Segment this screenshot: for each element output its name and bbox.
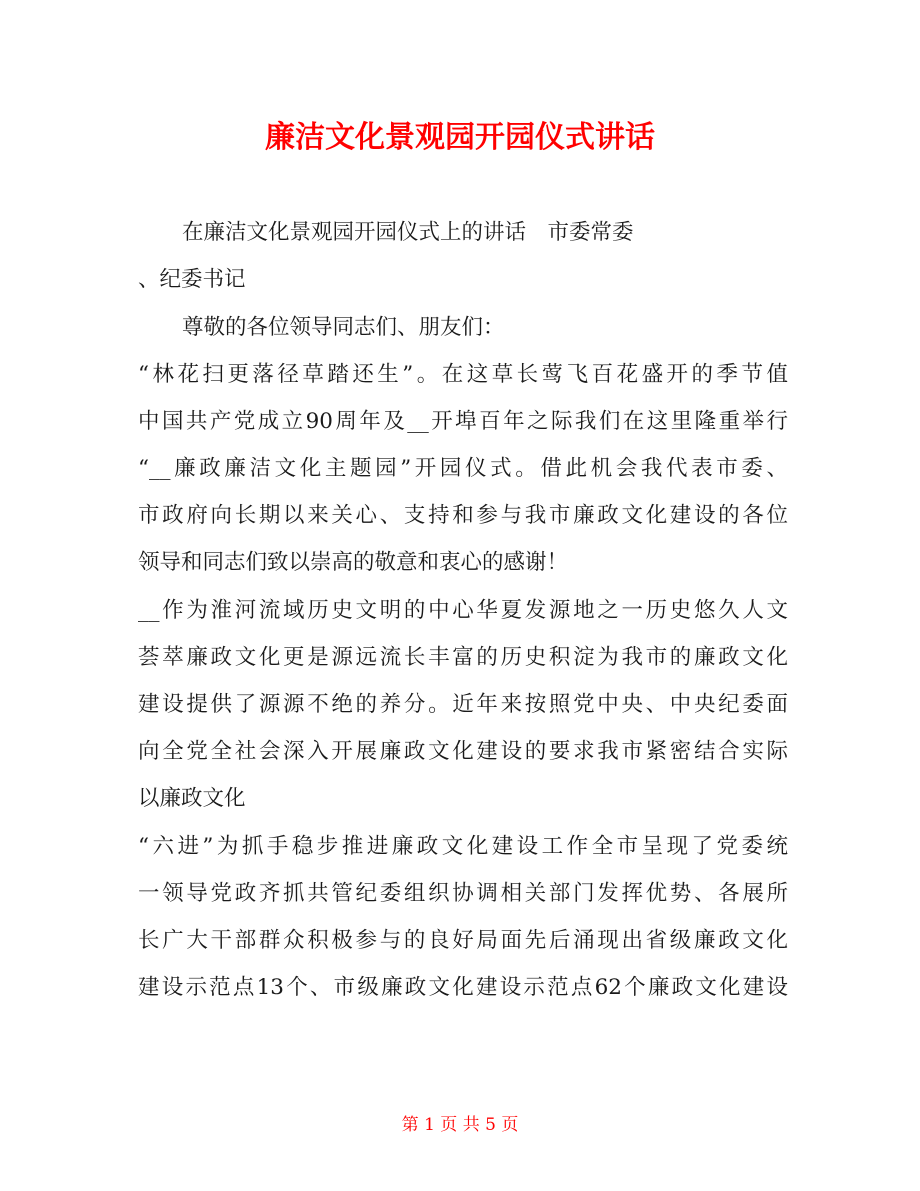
text-line: 在廉洁文化景观园开园仪式上的讲话 市委常委: [182, 220, 634, 245]
text-line: 以廉政文化: [138, 786, 246, 811]
text-line: 、纪委书记: [138, 267, 246, 292]
text-line: “六进”为抓手稳步推进廉政文化建设工作全市呈现了党委统: [138, 834, 788, 859]
text-line: 领导和同志们致以崇高的敬意和衷心的感谢！: [138, 550, 569, 575]
text-line: “林花扫更落径草踏还生”。在这草长莺飞百花盛开的季节值: [138, 362, 788, 387]
text-line: 建设提供了源源不绝的养分。近年来按照党中央、中央纪委面: [138, 692, 788, 717]
text-line: 尊敬的各位领导同志们、朋友们：: [182, 315, 505, 340]
text-line: 向全党全社会深入开展廉政文化建设的要求我市紧密结合实际: [138, 739, 788, 764]
text-line: 长广大干部群众积极参与的良好局面先后涌现出省级廉政文化: [138, 928, 788, 953]
text-line: 中国共产党成立90周年及__开埠百年之际我们在这里隆重举行: [138, 409, 788, 434]
text-line: 建设示范点13个、市级廉政文化建设示范点62个廉政文化建设: [138, 975, 788, 1000]
text-line: 市政府向长期以来关心、支持和参与我市廉政文化建设的各位: [138, 503, 788, 528]
document-title: 廉洁文化景观园开园仪式讲话: [265, 120, 655, 155]
text-line: “__廉政廉洁文化主题园”开园仪式。借此机会我代表市委、: [138, 456, 788, 481]
text-line: 一领导党政齐抓共管纪委组织协调相关部门发挥优势、各展所: [138, 881, 788, 906]
page-footer: 第 1 页 共 5 页: [401, 1115, 519, 1135]
text-line: __作为淮河流域历史文明的中心华夏发源地之一历史悠久人文: [138, 598, 788, 623]
text-line: 荟萃廉政文化更是源远流长丰富的历史积淀为我市的廉政文化: [138, 645, 788, 670]
